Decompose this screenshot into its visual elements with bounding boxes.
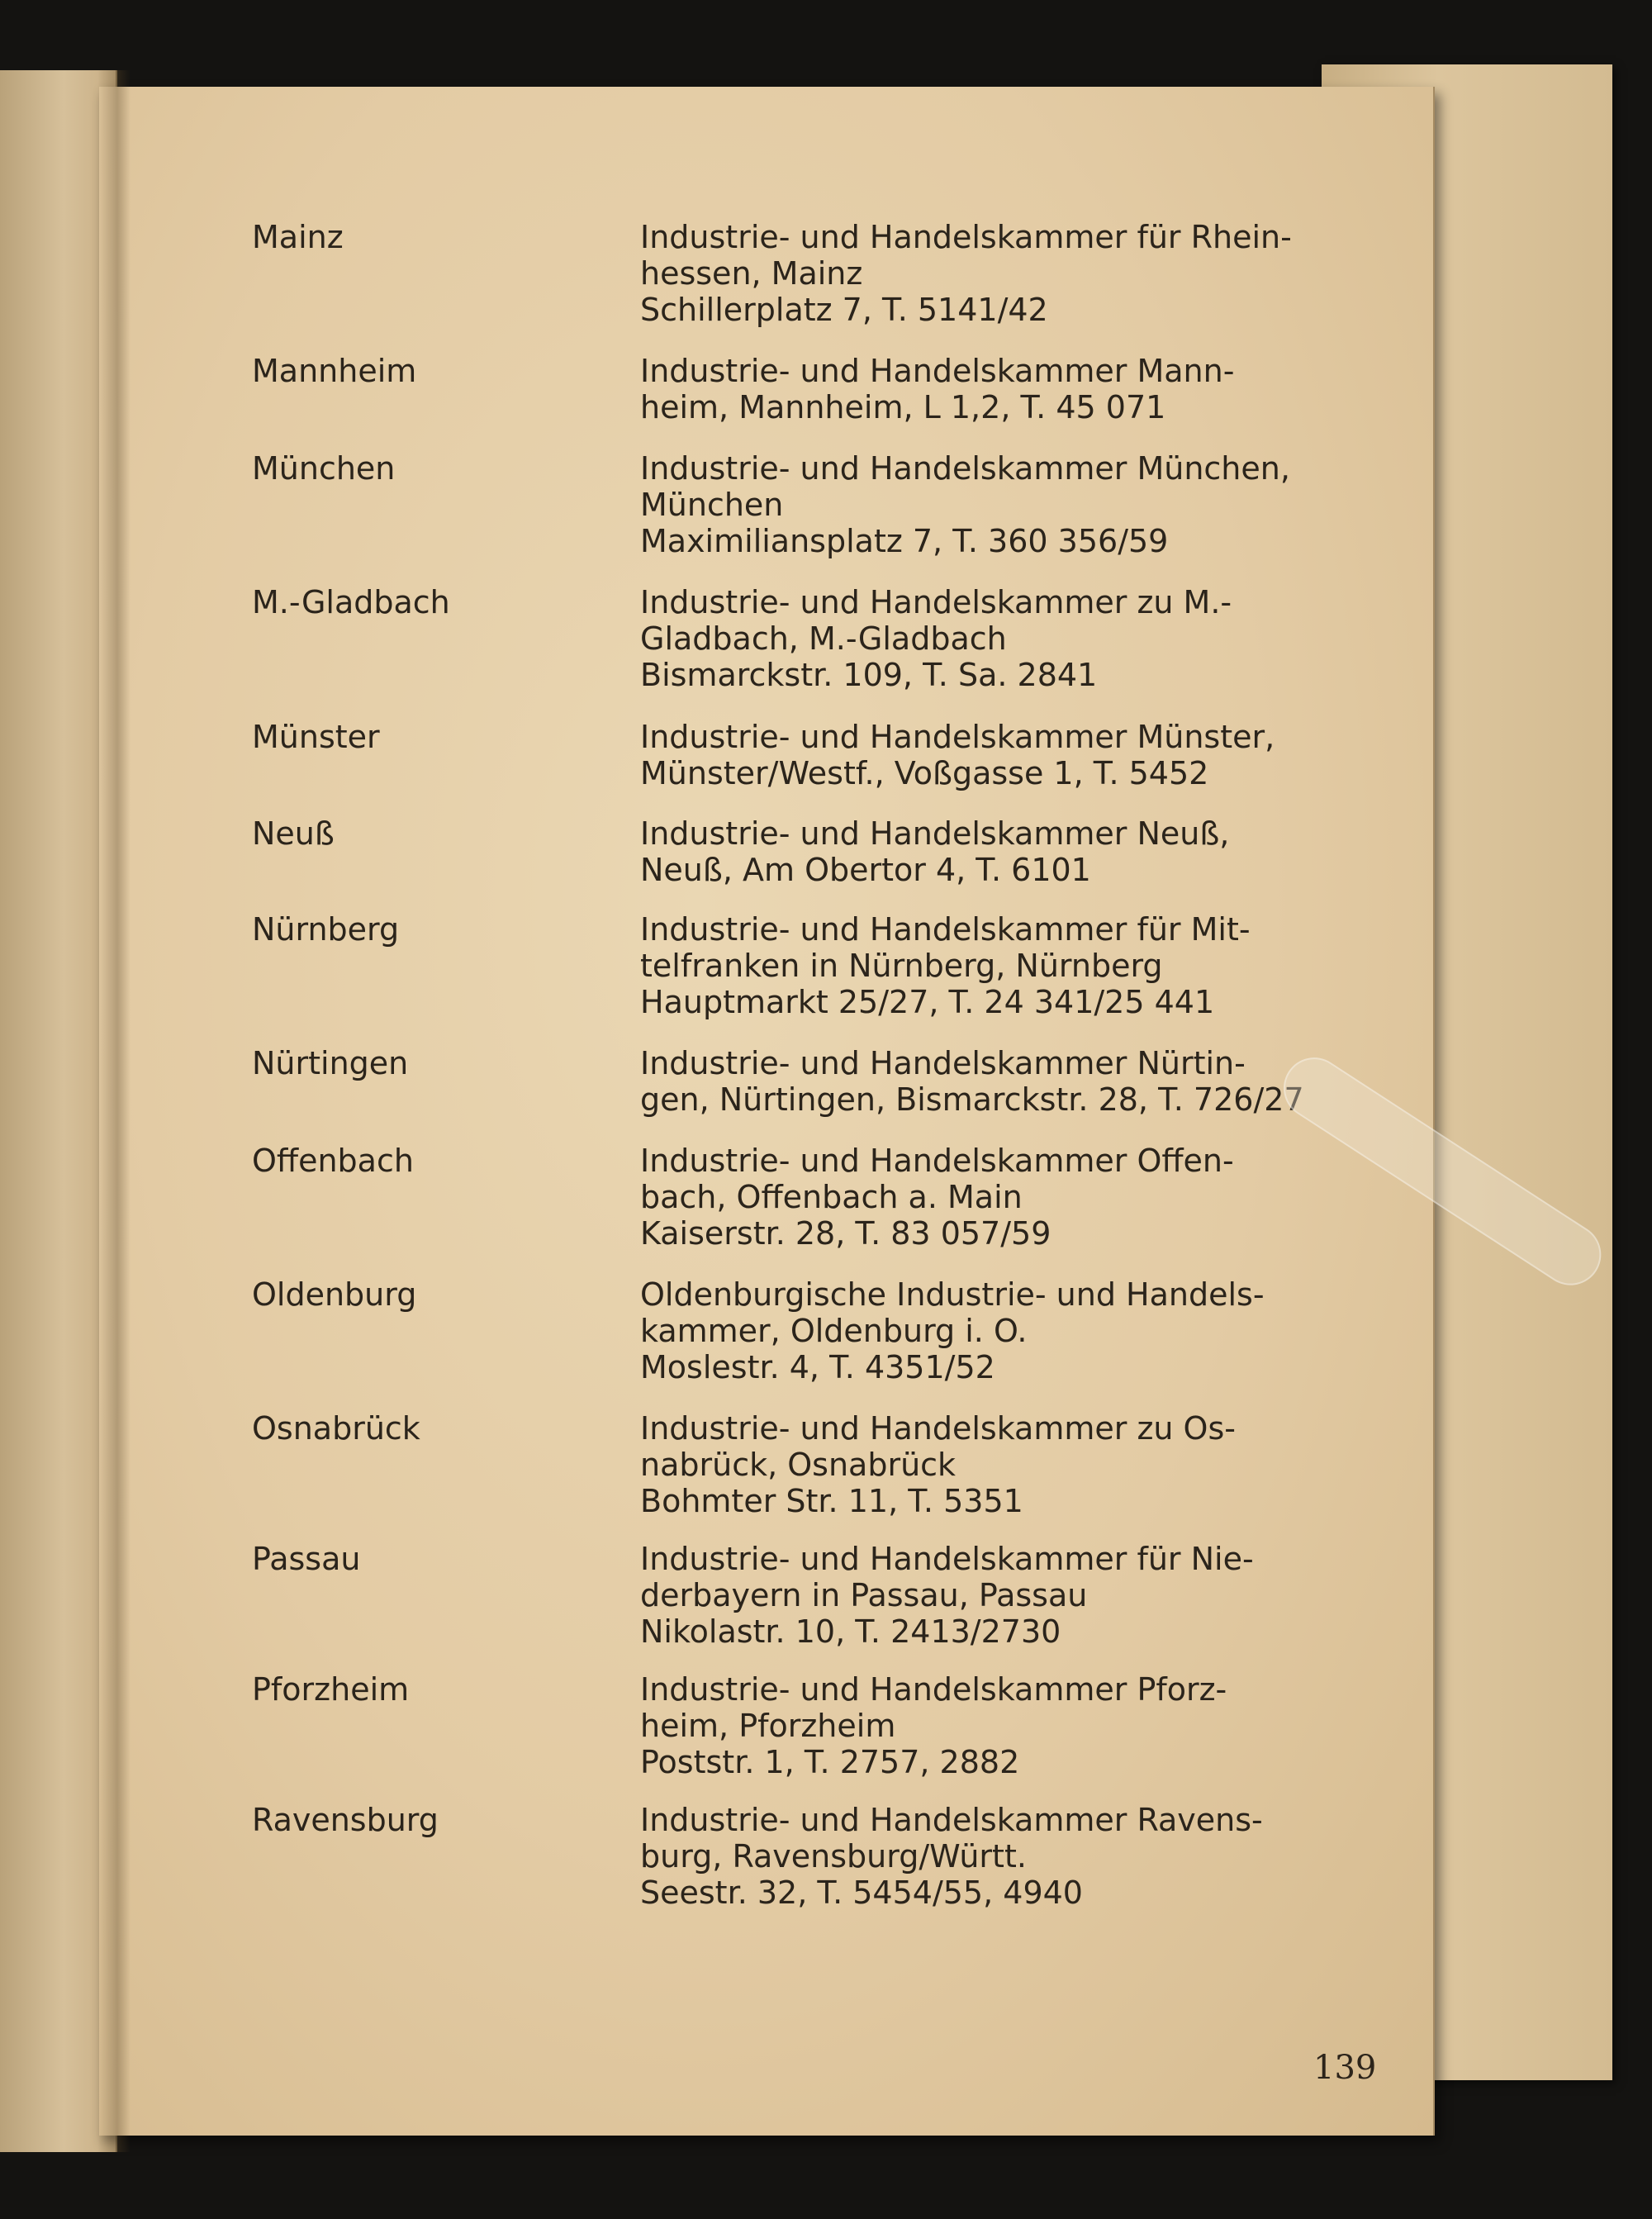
- city-label: Pforzheim: [252, 1671, 410, 1708]
- chamber-entry: [640, 353, 1367, 425]
- city-label: Ravensburg: [252, 1802, 439, 1838]
- entry-line: hessen, Mainz: [640, 255, 863, 292]
- entry-line: Oldenburgische Industrie- und Handels-: [640, 1276, 1265, 1313]
- directory-page: [99, 87, 1435, 2136]
- entry-line: derbayern in Passau, Passau: [640, 1577, 1088, 1613]
- entry-line: Industrie- und Handelskammer für Mit-: [640, 911, 1251, 948]
- entry-line: Hauptmarkt 25/27, T. 24 341/25 441: [640, 984, 1215, 1020]
- entry-line: München: [640, 487, 784, 523]
- entry-line: Bismarckstr. 109, T. Sa. 2841: [640, 657, 1098, 693]
- entry-line: Industrie- und Handelskammer für Nie-: [640, 1541, 1254, 1577]
- entry-line: Maximiliansplatz 7, T. 360 356/59: [640, 523, 1169, 559]
- entry-line: Industrie- und Handelskammer Pforz-: [640, 1671, 1227, 1708]
- entry-line: Industrie- und Handelskammer für Rhein-: [640, 219, 1292, 255]
- city-label: Passau: [252, 1541, 361, 1577]
- book-spine-shadow: [97, 70, 131, 2152]
- chamber-entry: [640, 1045, 1367, 1118]
- entry-line: burg, Ravensburg/Württ.: [640, 1838, 1027, 1875]
- city-label: Münster: [252, 719, 380, 755]
- city-label: Mannheim: [252, 353, 417, 389]
- entry-line: Nikolastr. 10, T. 2413/2730: [640, 1613, 1061, 1650]
- entry-line: Industrie- und Handelskammer zu M.-: [640, 584, 1232, 620]
- chamber-entry: [640, 815, 1367, 888]
- entry-line: Seestr. 32, T. 5454/55, 4940: [640, 1875, 1083, 1911]
- entry-line: Industrie- und Handelskammer Ravens-: [640, 1802, 1263, 1838]
- city-label: Nürnberg: [252, 911, 400, 948]
- entry-line: Industrie- und Handelskammer Münster,: [640, 719, 1275, 755]
- city-label: Osnabrück: [252, 1410, 420, 1447]
- chamber-entry: [640, 1802, 1367, 1911]
- chamber-entry: [640, 219, 1367, 328]
- chamber-entry: [640, 719, 1367, 791]
- entry-line: gen, Nürtingen, Bismarckstr. 28, T. 726/27: [640, 1081, 1304, 1118]
- entry-line: Industrie- und Handelskammer München,: [640, 450, 1290, 487]
- chamber-entry: [640, 1410, 1367, 1519]
- entry-line: Bohmter Str. 11, T. 5351: [640, 1483, 1023, 1519]
- entry-line: heim, Pforzheim: [640, 1708, 896, 1744]
- chamber-entry: [640, 1671, 1367, 1780]
- entry-line: Münster/Westf., Voßgasse 1, T. 5452: [640, 755, 1209, 791]
- city-label: München: [252, 450, 396, 487]
- entry-line: nabrück, Osnabrück: [640, 1447, 957, 1483]
- entry-line: Moslestr. 4, T. 4351/52: [640, 1349, 995, 1385]
- chamber-entry: [640, 1276, 1367, 1385]
- chamber-entry: [640, 911, 1367, 1020]
- city-label: M.-Gladbach: [252, 584, 450, 620]
- entry-line: Poststr. 1, T. 2757, 2882: [640, 1744, 1020, 1780]
- entry-line: heim, Mannheim, L 1,2, T. 45 071: [640, 389, 1166, 425]
- entry-line: Industrie- und Handelskammer Offen-: [640, 1143, 1234, 1179]
- entry-line: Schillerplatz 7, T. 5141/42: [640, 292, 1048, 328]
- chamber-entry: [640, 1541, 1367, 1650]
- city-label: Neuß: [252, 815, 335, 852]
- page-number: 139: [1313, 2049, 1377, 2087]
- entry-line: bach, Offenbach a. Main: [640, 1179, 1023, 1215]
- directory-list: [99, 87, 1433, 2136]
- city-label: Mainz: [252, 219, 344, 255]
- entry-line: telfranken in Nürnberg, Nürnberg: [640, 948, 1163, 984]
- entry-line: Industrie- und Handelskammer Mann-: [640, 353, 1235, 389]
- entry-line: Industrie- und Handelskammer Neuß,: [640, 815, 1230, 852]
- entry-line: kammer, Oldenburg i. O.: [640, 1313, 1028, 1349]
- entry-line: Industrie- und Handelskammer Nürtin-: [640, 1045, 1246, 1081]
- chamber-entry: [640, 450, 1367, 559]
- entry-line: Neuß, Am Obertor 4, T. 6101: [640, 852, 1091, 888]
- city-label: Oldenburg: [252, 1276, 417, 1313]
- chamber-entry: [640, 1143, 1367, 1252]
- city-label: Nürtingen: [252, 1045, 409, 1081]
- entry-line: Gladbach, M.-Gladbach: [640, 620, 1007, 657]
- chamber-entry: [640, 584, 1367, 693]
- entry-line: Industrie- und Handelskammer zu Os-: [640, 1410, 1236, 1447]
- city-label: Offenbach: [252, 1143, 414, 1179]
- entry-line: Kaiserstr. 28, T. 83 057/59: [640, 1215, 1051, 1252]
